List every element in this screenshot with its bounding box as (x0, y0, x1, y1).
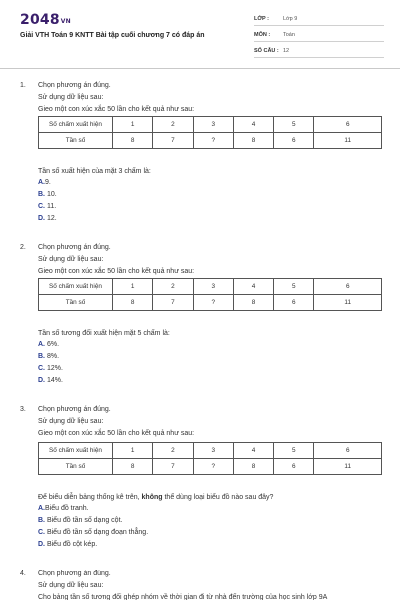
table-cell: 6 (274, 295, 314, 311)
question-number: 1. (20, 82, 26, 89)
table-cell: 3 (193, 279, 233, 295)
table-cell: 4 (233, 279, 273, 295)
table-cell: 3 (193, 443, 233, 459)
answer-option-a[interactable]: A.Biểu đồ tranh. (38, 505, 89, 512)
dice-frequency-table (38, 116, 382, 149)
table-cell: 11 (314, 295, 382, 311)
table-cell: 2 (153, 443, 193, 459)
table-cell: 5 (274, 279, 314, 295)
question-prompt: Để biểu diễn bảng thống kê trên, không thể dùng loại biểu đồ nào sau đây? (38, 494, 274, 501)
question-context: Cho bảng tần số tương đối ghép nhóm về thời gian đi từ nhà đến trường của học sinh lớp 9A (38, 594, 328, 600)
question-instruction: Chọn phương án đúng. (38, 406, 111, 413)
table-cell: ? (193, 295, 233, 311)
table-cell: Tần số (39, 295, 113, 311)
table-row (39, 295, 382, 311)
page-header (0, 0, 400, 62)
table-cell: 7 (153, 459, 193, 475)
question-data-note: Sử dụng dữ liệu sau: (38, 418, 104, 425)
question-context: Gieo một con xúc xắc 50 lần cho kết quả như sau: (38, 430, 195, 437)
table-cell: 5 (274, 117, 314, 133)
table-row (39, 133, 382, 149)
table-cell: 3 (193, 117, 233, 133)
table-cell: 2 (153, 117, 193, 133)
meta-subject: MÔN : Toán (254, 30, 384, 42)
table-cell: 1 (113, 117, 153, 133)
answer-option-d[interactable]: D. 14%. (38, 377, 63, 384)
table-cell: Tần số (39, 133, 113, 149)
answer-option-c[interactable]: C. Biểu đồ tần số dạng đoạn thẳng. (38, 529, 149, 536)
table-cell: 6 (274, 133, 314, 149)
question-number: 4. (20, 570, 26, 577)
table-cell: 1 (113, 443, 153, 459)
question-context: Gieo một con xúc xắc 50 lần cho kết quả như sau: (38, 106, 195, 113)
table-cell: 8 (233, 133, 273, 149)
table-cell: 11 (314, 133, 382, 149)
table-cell: 6 (274, 459, 314, 475)
question-2 (20, 244, 390, 390)
question-number: 2. (20, 244, 26, 251)
answer-option-a[interactable]: A.9. (38, 179, 51, 186)
question-instruction: Chọn phương án đúng. (38, 570, 111, 577)
question-prompt: Tần số xuất hiện của mặt 3 chấm là: (38, 168, 151, 175)
question-instruction: Chọn phương án đúng. (38, 244, 111, 251)
answer-option-b[interactable]: B. 10. (38, 191, 57, 198)
table-cell: 7 (153, 295, 193, 311)
answer-option-b[interactable]: B. Biểu đồ tần số dạng cột. (38, 517, 123, 524)
dice-frequency-table (38, 442, 382, 475)
answer-option-a[interactable]: A. 6%. (38, 341, 60, 348)
table-cell: Số chấm xuất hiện (39, 279, 113, 295)
meta-question-count: SỐ CÂU : 12 (254, 46, 384, 58)
table-cell: 4 (233, 443, 273, 459)
table-cell: 8 (113, 133, 153, 149)
meta-class: LỚP : Lớp 9 (254, 14, 384, 26)
table-cell: 11 (314, 459, 382, 475)
table-row (39, 459, 382, 475)
answer-option-d[interactable]: D. 12. (38, 215, 57, 222)
header-divider (0, 68, 400, 69)
question-context: Gieo một con xúc xắc 50 lần cho kết quả như sau: (38, 268, 195, 275)
table-cell: 8 (113, 459, 153, 475)
table-cell: 5 (274, 443, 314, 459)
table-cell: 8 (113, 295, 153, 311)
question-prompt: Tần số tương đối xuất hiện mặt 5 chấm là: (38, 330, 170, 337)
table-cell: 6 (314, 117, 382, 133)
table-row (39, 443, 382, 459)
question-data-note: Sử dụng dữ liệu sau: (38, 94, 104, 101)
table-cell: 6 (314, 279, 382, 295)
table-cell: 8 (233, 459, 273, 475)
table-cell: 6 (314, 443, 382, 459)
dice-frequency-table (38, 278, 382, 311)
question-number: 3. (20, 406, 26, 413)
table-row (39, 279, 382, 295)
table-cell: Số chấm xuất hiện (39, 443, 113, 459)
question-data-note: Sử dụng dữ liệu sau: (38, 582, 104, 589)
question-3 (20, 406, 390, 552)
question-instruction: Chọn phương án đúng. (38, 82, 111, 89)
table-cell: Số chấm xuất hiện (39, 117, 113, 133)
table-cell: ? (193, 459, 233, 475)
table-cell: 4 (233, 117, 273, 133)
table-row (39, 117, 382, 133)
answer-option-d[interactable]: D. Biểu đồ cột kép. (38, 541, 98, 548)
table-cell: Tần số (39, 459, 113, 475)
table-cell: 1 (113, 279, 153, 295)
question-4 (20, 570, 390, 600)
table-cell: 2 (153, 279, 193, 295)
answer-option-c[interactable]: C. 12%. (38, 365, 63, 372)
answer-option-b[interactable]: B. 8%. (38, 353, 60, 360)
question-data-note: Sử dụng dữ liệu sau: (38, 256, 104, 263)
table-cell: 7 (153, 133, 193, 149)
site-logo[interactable]: 2048VN (20, 12, 71, 28)
document-title: Giải VTH Toán 9 KNTT Bài tập cuối chương 7 có đáp án (20, 32, 205, 39)
table-cell: 8 (233, 295, 273, 311)
table-cell: ? (193, 133, 233, 149)
question-1 (20, 82, 390, 228)
answer-option-c[interactable]: C. 11. (38, 203, 57, 210)
